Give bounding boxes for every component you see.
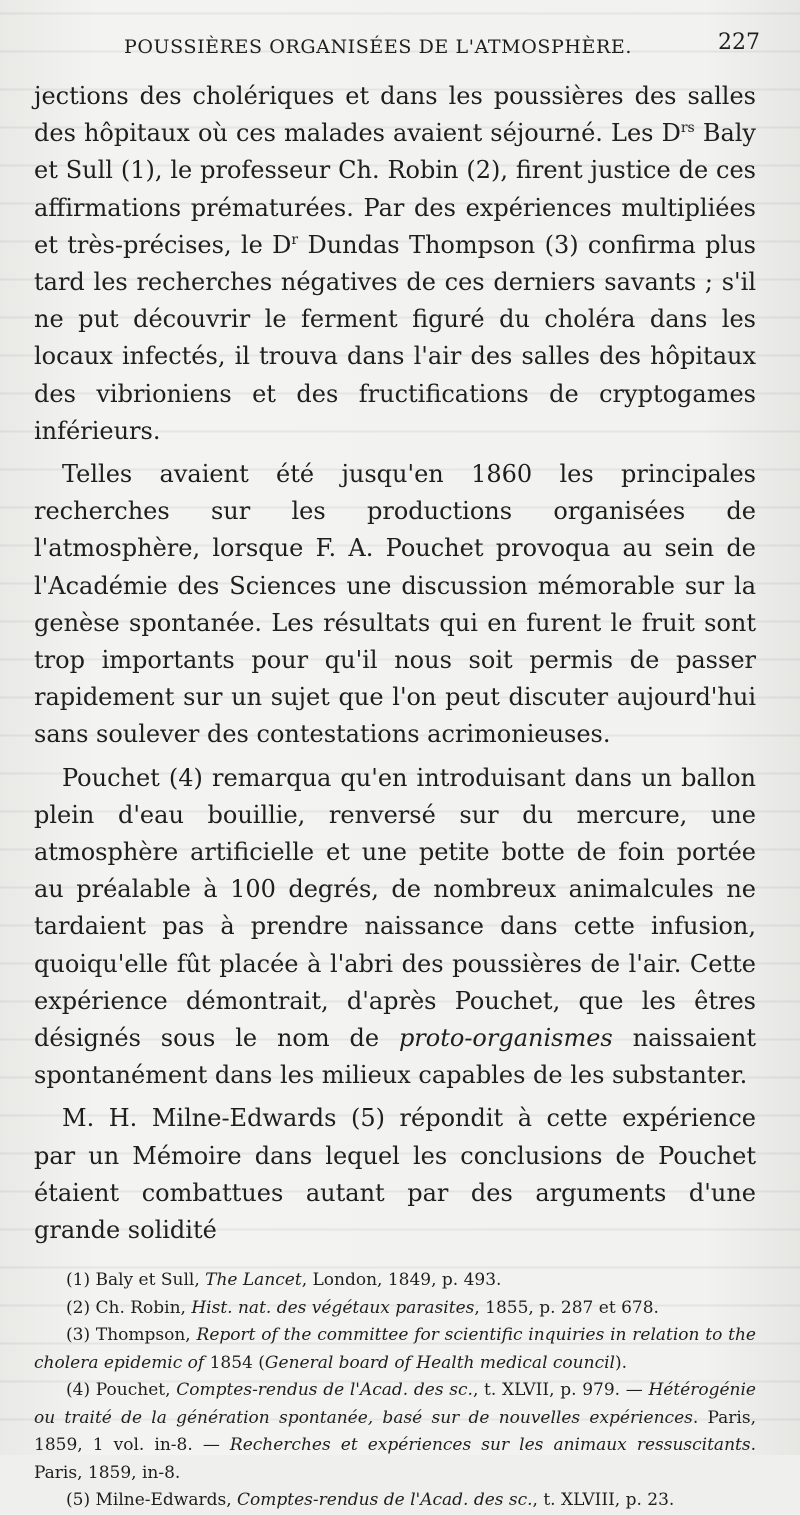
footnote-5-italic: Comptes-rendus de l'Acad. des sc. xyxy=(237,1490,533,1511)
paragraph-1-text-a: jections des cholériques et dans les poussières des salles des hôpitaux où ces malades avaient séjourné. Les D xyxy=(34,82,756,148)
paragraph-1 xyxy=(34,78,756,450)
footnote-3-italic-2: General board of Health medical council xyxy=(264,1352,615,1373)
footnote-4-italic-1: Comptes-rendus de l'Acad. des sc. xyxy=(176,1380,473,1401)
paragraph-1-superscript-a: rs xyxy=(680,120,695,137)
footnote-1-text-a: (1) Baly et Sull, xyxy=(66,1270,206,1291)
footnote-4 xyxy=(34,1377,756,1487)
footnote-5-text-b: , t. XLVIII, p. 23. xyxy=(532,1490,675,1511)
footnote-2-italic: Hist. nat. des végétaux parasites xyxy=(191,1297,475,1318)
footnotes xyxy=(34,1267,756,1515)
paragraph-2: Telles avaient été jusqu'en 1860 les principales recherches sur les productions organisées de l'atmosphère, lorsque F. A. Pouchet provoqua au sein de l'Académie des Sciences une discussion mémorable sur la genèse spontanée. Les résultats qui en furent le fruit sont trop importants pour qu'il nous soit permis de passer rapidement sur un sujet que l'on peut discuter aujourd'hui sans soulever des contestations acrimonieuses. xyxy=(34,460,756,749)
paragraph-1-text-c: Dundas Thompson (3) confirma plus tard les recherches négatives de ces derniers savants ; s'il ne put découvrir le ferment figuré du choléra dans les locaux infectés, il trouva dans l'air des salles des hôpitaux des vibrioniens et des fructifications de cryptogames inférieurs. xyxy=(34,230,756,445)
footnote-2-text-b: , 1855, p. 287 et 678. xyxy=(474,1297,659,1318)
footnote-1-text-b: , London, 1849, p. 493. xyxy=(301,1270,502,1291)
paragraph-3-italic-term: proto-organismes xyxy=(398,1024,613,1053)
footnote-4-italic-2: Hétérogénie ou traité de la génération spontanée, basé sur de nouvelles expériences xyxy=(34,1380,756,1428)
paragraph-4: M. H. Milne-Edwards (5) répondit à cette expérience par un Mémoire dans lequel les conclusions de Pouchet étaient combattues autant par des arguments d'une grande solidité xyxy=(34,1104,756,1245)
paragraph-1-superscript-b: r xyxy=(291,231,299,248)
page-header xyxy=(34,28,760,78)
running-title: POUSSIÈRES ORGANISÉES DE L'ATMOSPHÈRE. xyxy=(124,36,633,58)
footnote-1-italic: The Lancet xyxy=(205,1270,302,1291)
footnote-3 xyxy=(34,1322,756,1377)
footnote-4-text-b: , t. XLVII, p. 979. — xyxy=(472,1380,649,1401)
paragraph-1-text-b: Baly et Sull (1), le professeur Ch. Robin (2), firent justice de ces affirmations prématurées. Par des expériences multipliées et très-précises, le D xyxy=(34,119,756,259)
footnote-2 xyxy=(34,1295,756,1323)
footnote-3-text-c: ). xyxy=(614,1352,628,1373)
body-text xyxy=(34,78,756,1249)
footnote-4-text-d: . Paris, 1859, in-8. xyxy=(34,1435,756,1483)
paragraph-3-text-a: Pouchet (4) remarqua qu'en introduisant dans un ballon plein d'eau bouillie, renversé sur du mercure, une atmosphère artificielle et une petite botte de foin portée au préalable à 100 degrés, de nombreux animalcules ne tardaient pas à prendre naissance dans cette infusion, quoiqu'elle fût placée à l'abri des poussières de l'air. Cette expérience démontrait, d'après Pouchet, que les êtres désignés sous le nom de xyxy=(34,763,756,1053)
footnote-5-text-a: (5) Milne-Edwards, xyxy=(66,1490,238,1511)
footnote-2-text-a: (2) Ch. Robin, xyxy=(66,1297,192,1318)
footnote-3-italic-1: Report of the committee for scientific inquiries in relation to the cholera epidemic of xyxy=(34,1325,756,1373)
paragraph-3-text-b: naissaient spontanément dans les milieux capables de les substanter. xyxy=(34,1024,756,1090)
footnote-3-text-a: (3) Thompson, xyxy=(66,1325,197,1346)
footnote-5 xyxy=(34,1487,756,1515)
footnote-4-text-c: . Paris, 1859, 1 vol. in-8. — xyxy=(34,1407,757,1456)
paragraph-3 xyxy=(34,760,756,1095)
footnote-3-text-b: 1854 ( xyxy=(204,1352,265,1373)
footnote-1 xyxy=(34,1267,756,1295)
page-number: 227 xyxy=(718,30,760,55)
footnote-4-text-a: (4) Pouchet, xyxy=(66,1380,177,1401)
footnote-4-italic-3: Recherches et expériences sur les animaux ressuscitants xyxy=(229,1435,751,1456)
